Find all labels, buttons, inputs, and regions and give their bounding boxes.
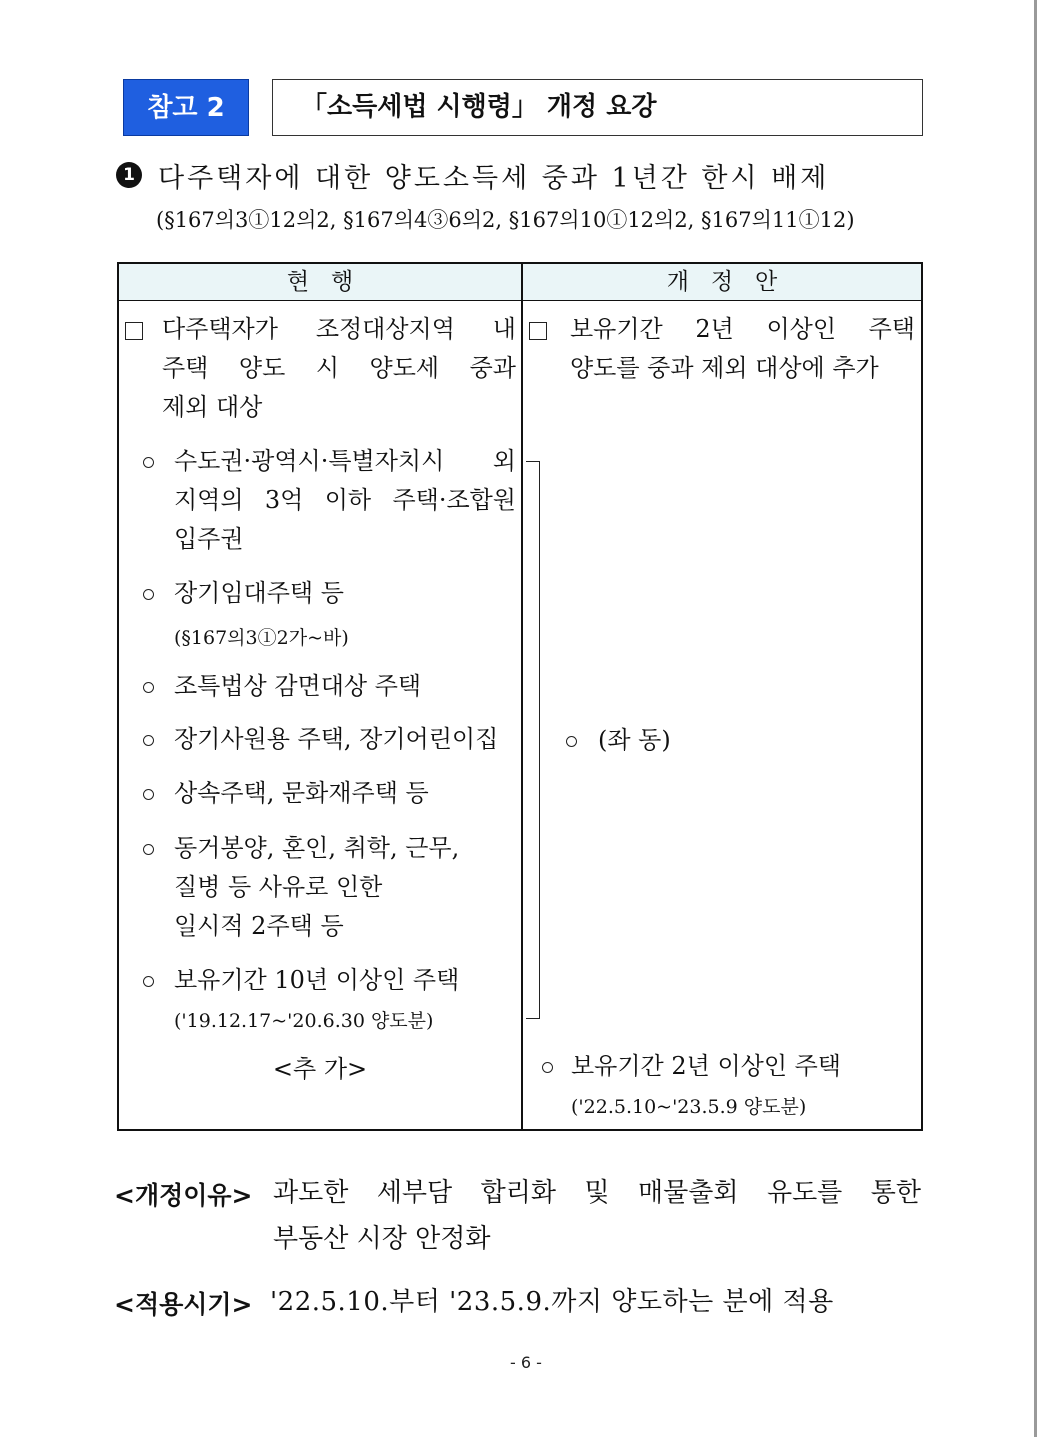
bullet-circle-icon [143, 589, 154, 600]
current-item-6-line-3: 일시적 2주택 등 [174, 912, 344, 940]
current-addition: <추 가> [272, 1055, 368, 1083]
page-number: - 6 - [510, 1353, 542, 1372]
comparison-table [117, 262, 923, 1131]
header-revised: 개 정 안 [666, 269, 778, 295]
bullet-circle-icon [143, 682, 154, 693]
effective-label: <적용시기> [114, 1290, 253, 1319]
current-item-1-line-1: 수도권·광역시·특별자치시 외 [174, 447, 516, 475]
current-item-6-line-1: 동거봉양, 혼인, 취학, 근무, [174, 834, 460, 862]
current-main-line-2: 주택 양도 시 양도세 중과 [162, 354, 516, 382]
effective-text: '22.5.10.부터 '23.5.9.까지 양도하는 분에 적용 [270, 1287, 834, 1317]
revised-main-line-1: 보유기간 2년 이상인 주택 [570, 315, 915, 343]
bullet-circle-icon [143, 789, 154, 800]
bullet-circle-icon [143, 457, 154, 468]
bullet-circle-icon [143, 735, 154, 746]
reference-badge: 참고 2 [123, 79, 249, 136]
revised-main-line-2: 양도를 중과 제외 대상에 추가 [570, 354, 879, 382]
current-item-7-note: ('19.12.17~'20.6.30 양도분) [174, 1010, 434, 1032]
checkbox-icon [125, 322, 143, 340]
grouping-bracket [526, 461, 540, 1019]
reason-label: <개정이유> [114, 1181, 253, 1210]
bullet-circle-icon [143, 976, 154, 987]
checkbox-icon [529, 322, 547, 340]
current-item-3: 조특법상 감면대상 주택 [174, 672, 422, 700]
current-main-line-3: 제외 대상 [162, 393, 263, 421]
bullet-circle-icon [566, 736, 577, 747]
section-title: 다주택자에 대한 양도소득세 중과 1년간 한시 배제 [158, 163, 830, 194]
document-title: 「소득세법 시행령」 개정 요강 [272, 79, 923, 136]
table-header [119, 264, 921, 301]
current-item-7: 보유기간 10년 이상인 주택 [174, 966, 460, 994]
header-current: 현 행 [286, 269, 354, 295]
current-item-1-line-3: 입주권 [174, 525, 244, 553]
reason-line-2: 부동산 시장 안정화 [273, 1224, 491, 1254]
current-item-4: 장기사원용 주택, 장기어린이집 [174, 725, 499, 753]
page-edge-line [1034, 0, 1037, 1437]
bullet-circle-icon [542, 1062, 553, 1073]
current-item-6-line-2: 질병 등 사유로 인한 [174, 873, 383, 901]
current-item-1-line-2: 지역의 3억 이하 주택·조합원 [174, 486, 516, 514]
bullet-circle-icon [143, 844, 154, 855]
section-number-icon: 1 [116, 162, 142, 188]
reason-line-1: 과도한 세부담 합리화 및 매물출회 유도를 통한 [273, 1178, 921, 1208]
revised-added-note: ('22.5.10~'23.5.9 양도분) [571, 1096, 807, 1118]
current-item-2-note: (§167의3①2가~바) [174, 627, 349, 649]
column-divider [521, 264, 523, 1129]
revised-added-item: 보유기간 2년 이상인 주택 [571, 1052, 841, 1080]
revised-same: (좌 동) [598, 726, 671, 754]
current-item-2: 장기임대주택 등 [174, 579, 344, 607]
current-main-line-1: 다주택자가 조정대상지역 내 [162, 315, 516, 343]
current-item-5: 상속주택, 문화재주택 등 [174, 779, 429, 807]
section-refs: (§167의3①12의2, §167의4③6의2, §167의10①12의2, §167의11①12) [156, 208, 855, 232]
